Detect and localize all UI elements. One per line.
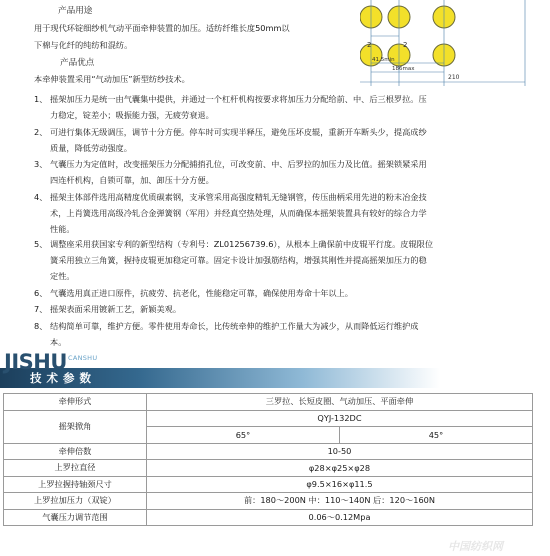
row-label: 上罗拉握持轴颈尺寸 [4,476,147,493]
table-row [4,394,533,411]
spec-table [3,393,533,526]
item-number: 6、 [34,288,48,298]
table-row [4,460,533,477]
item-3-line-2: 四连杆机构，自锁可靠，加、卸压十分方便。 [50,175,214,185]
watermark: 中国纺织网 [448,540,503,553]
row-label: 牵伸形式 [4,394,147,411]
spec-banner [0,350,550,388]
item-4-line-2: 术，上肖簧选用高级冷轧合金弹簧钢（军用）并经真空热处理，从而确保本摇架装置具有较好的综合力学 [50,208,427,218]
item-number: 3、 [34,159,48,169]
item-3-line-1: 气囊压力为定值时，改变摇架压力分配捕捎孔位，可改变前、中、后罗拉的加压力及比值。摇架锁紧采用 [50,159,427,169]
row-label: 上罗拉加压力（双锭） [4,493,147,510]
row-value: 三罗拉、长短皮圈、气动加压、平面牵伸 [147,394,533,411]
dim-2-left-label: 2 [367,41,372,49]
item-2-line-2: 质量，降低劳动强度。 [50,143,132,153]
dim-2-mid-label: 2 [403,41,408,49]
canshu-logo-sub: CANSHU [68,354,98,362]
item-2-line-1: 可进行集体无级调压，调节十分方便。停车时可实现半释压，避免压坏皮辊，重新开车断头少，提高成纱 [50,127,427,137]
table-row [4,410,533,427]
item-number: 1、 [34,94,48,104]
item-5-line-1: 调整座采用获国家专利的新型结构（专利号：ZL01256739.6），从根本上确保前中皮辊平行度。皮辊限位 [50,239,434,249]
item-number: 5、 [34,239,48,249]
item-7-line-1: 摇架表面采用镀新工艺，新颖美观。 [50,304,182,314]
dim-210-label: 210 [448,74,460,81]
table-row [4,476,533,493]
item-8-line-1: 结构简单可靠，维护方便。零件使用寿命长，比传统牵伸的维护工作量大为减少，从而降低运行维护成 [50,321,419,331]
roller-diagram [360,0,550,90]
section-title-advantages: 产品优点 [60,58,95,68]
jishu-logo: JISHU [4,350,67,374]
row-label: 摇架掀角 [4,410,147,443]
section-title-usage: 产品用途 [58,6,93,16]
item-4-line-1: 摇架主体部件选用高精度优质碳素钢，支承管采用高强度精轧无缝钢管，传压曲柄采用先进的粉末冶金技 [50,192,427,202]
table-row [4,509,533,526]
usage-line-2: 下棉与化纤的纯纺和混纺。 [34,40,133,50]
advantages-intro: 本牵伸装置采用“气动加压”新型纺纱技术。 [34,74,190,84]
item-1-line-2: 力稳定，锭差小；吸振能力强，无疲劳衰退。 [50,110,214,120]
item-5-line-3: 定性。 [50,271,75,281]
dim-415-label: 41.5min [372,57,395,63]
item-number: 2、 [34,127,48,137]
item-6-line-1: 气囊选用真正进口原件，抗疲劳、抗老化，性能稳定可靠，确保使用寿命十年以上。 [50,288,353,298]
angle-value-b: 45° [339,427,532,444]
item-4-line-3: 性能。 [50,224,75,234]
row-label: 气囊压力调节范围 [4,509,147,526]
item-number: 4、 [34,192,48,202]
usage-line-1: 用于现代环锭细纱机气动平面牵伸装置的加压。适纺纤维长度50mm以 [34,23,290,33]
table-row [4,443,533,460]
dim-186-label: 186max [392,66,415,72]
row-value: 前：180～200N 中：110～140N 后：120～160N [147,493,533,510]
row-label: 上罗拉直径 [4,460,147,477]
angle-value-a: 65° [147,427,340,444]
row-value: 10-50 [147,443,533,460]
row-value: 0.06～0.12Mpa [147,509,533,526]
item-number: 7、 [34,304,48,314]
item-number: 8、 [34,321,48,331]
item-1-line-1: 摇架加压力是统一由气囊集中提供，并通过一个杠杆机构按要求将加压力分配给前、中、后三根罗拉。压 [50,94,427,104]
banner-title: 技术参数 [30,371,96,385]
row-label: 牵伸倍数 [4,443,147,460]
item-5-line-2: 簧采用独立三角簧，握持皮辊更加稳定可靠。固定卡设计加强筋结构，增强其刚性并提高摇架加压力的稳 [50,255,427,265]
row-value: φ28×φ25×φ28 [147,460,533,477]
model-value: QYJ-132DC [147,410,533,427]
row-value: φ9.5×16×φ11.5 [147,476,533,493]
table-row [4,493,533,510]
item-8-line-2: 本。 [50,337,67,347]
